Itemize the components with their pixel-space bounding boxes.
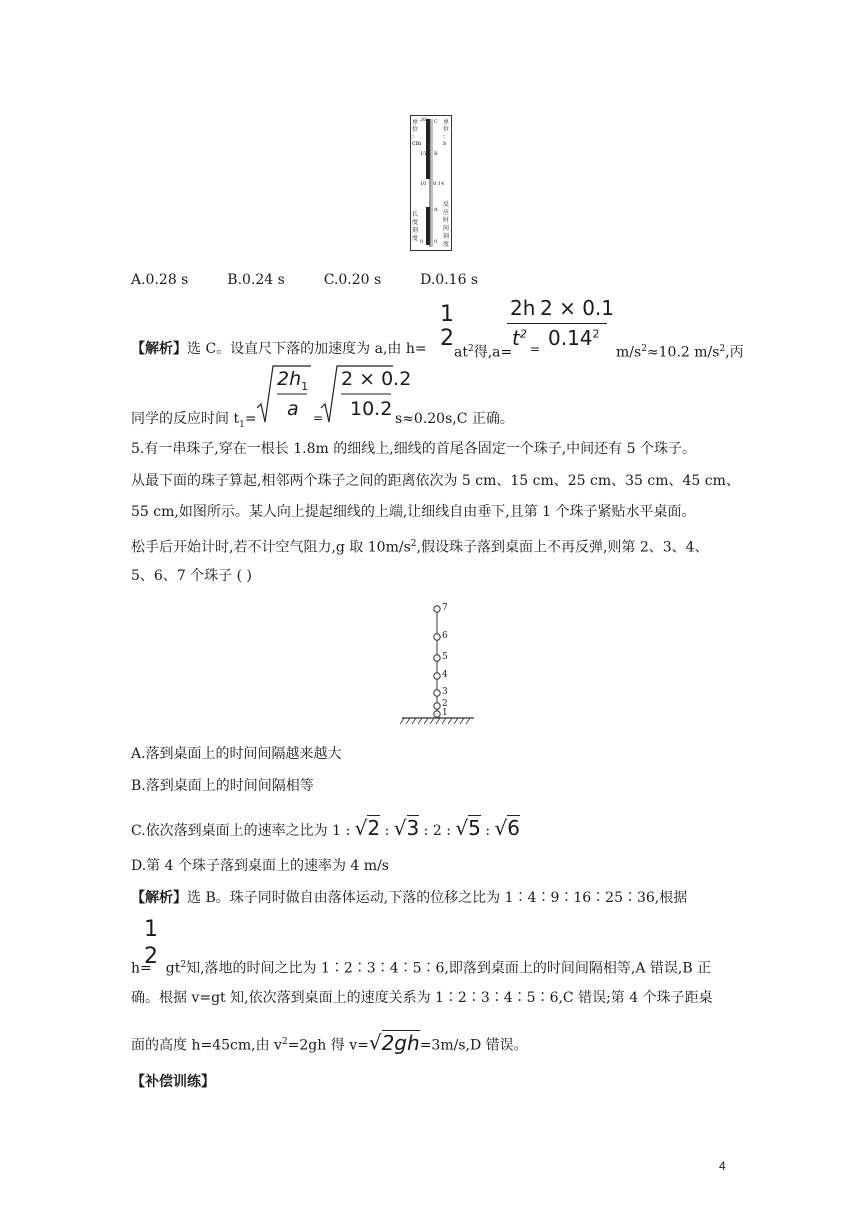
q5-option-b: B.落到桌面上的时间间隔相等 bbox=[131, 778, 314, 794]
ruler-mark-b: B bbox=[434, 151, 438, 157]
ruler-left-unit: 单 位 : cm bbox=[412, 119, 422, 147]
bead-label-4: 4 bbox=[442, 670, 448, 680]
analysis-lead-q5: 【解析】 bbox=[131, 890, 187, 906]
ruler-tick-10: 10 bbox=[420, 181, 427, 187]
ruler-tick-0: 0 bbox=[420, 239, 424, 245]
analysis-lead: 【解析】 bbox=[131, 341, 187, 357]
q4-options bbox=[131, 270, 478, 290]
q5-line4-a: 松手后开始计时,若不计空气阻力,g 取 10m/s bbox=[131, 539, 411, 556]
ruler-tick-20: 20 bbox=[420, 117, 427, 123]
ruler-left-caption: 长 度 刻 度 bbox=[412, 211, 419, 242]
q4-text-a: 选 C。设直尺下落的加速度为 a,由 h= bbox=[187, 341, 427, 357]
ruler-mark-0: 0 bbox=[434, 239, 438, 245]
ruler-mark-c: C bbox=[434, 119, 438, 125]
q5-option-d: D.第 4 个珠子落到桌面上的速率为 4 m/s bbox=[131, 858, 389, 874]
ruler-figure bbox=[410, 115, 452, 251]
q4-option-c: C.0.20 s bbox=[323, 272, 382, 288]
bead-figure bbox=[400, 600, 480, 730]
sqrt-6: √6 bbox=[494, 816, 520, 840]
bead-label-5: 5 bbox=[442, 652, 448, 662]
q4-analysis-line1b: $at^2$得,a= bbox=[454, 344, 513, 361]
q4-line2-a: 同学的反应时间 t bbox=[131, 411, 240, 427]
q4-half-num: 1 bbox=[440, 302, 454, 327]
q5-line2-b: gt bbox=[165, 960, 181, 977]
q4-option-b: B.0.24 s bbox=[227, 272, 285, 288]
ruler-right-caption: 反 应 时 间 刻 度 bbox=[443, 201, 450, 248]
bead-label-7: 7 bbox=[442, 603, 448, 613]
q4-option-a: A.0.28 s bbox=[131, 272, 189, 288]
q5-line1: 5.有一串珠子,穿在一根长 1.8m 的细线上,细线的首尾各固定一个珠子,中间还有 5 个珠子。 bbox=[131, 441, 696, 457]
q5-line4-b: =2gh 得 v= bbox=[287, 1037, 369, 1054]
q4-unit: m/s bbox=[616, 344, 642, 361]
q4-rad1-den: a bbox=[287, 398, 299, 420]
sqrt-2gh: √2gh bbox=[368, 1030, 420, 1055]
q5-line4: 松手后开始计时,若不计空气阻力,g 取 $10m/s^2$,假设珠子落到桌面上不再反弹,则第 2、3、4、 bbox=[131, 539, 709, 556]
bead-label-3: 3 bbox=[442, 687, 448, 697]
q5-half-den: 2 bbox=[144, 944, 158, 969]
q5-option-c-mid: : 2 : bbox=[419, 823, 456, 839]
q4-line2-d: s≈0.20s,C 正确。 bbox=[395, 411, 514, 427]
q5-option-c: C.依次落到桌面上的速率之比为 1 : √2 : √3 : 2 : √5 : √6 bbox=[131, 816, 520, 840]
q5-line4-a: 面的高度 h=45cm,由 v bbox=[131, 1037, 282, 1054]
q4-text-c: 得,a= bbox=[473, 344, 513, 361]
q4-analysis-line1 bbox=[131, 339, 427, 359]
sqrt-2: √2 bbox=[354, 816, 381, 840]
q4-text-b: at bbox=[454, 344, 468, 361]
q4-rad1-num: $2h_1$ bbox=[277, 368, 309, 393]
q4-rad2-num: 2 × 0.2 bbox=[341, 368, 412, 390]
bead-label-2: 2 bbox=[442, 699, 448, 709]
q5-line4-b: ,假设珠子落到桌面上不再反弹,则第 2、3、4、 bbox=[416, 539, 709, 556]
q5-analysis-line4: 面的高度 h=45cm,由 $v^2=2gh$ 得 v=√2gh=3m/s,D 错误。 bbox=[131, 1030, 528, 1055]
q4-result: ≈10.2 m/s bbox=[646, 344, 720, 361]
q4-line2-eq: = bbox=[313, 411, 324, 425]
q5-analysis-text1: 选 B。珠子同时做自由落体运动,下落的位移之比为 1∶4∶9∶16∶25∶36,根据 bbox=[187, 890, 688, 906]
ruler-right-unit: 单 位 : s bbox=[443, 119, 450, 147]
q5-half-num: 1 bbox=[144, 917, 158, 942]
bead-label-6: 6 bbox=[442, 631, 448, 641]
q5-option-a: A.落到桌面上的时间间隔越来越大 bbox=[131, 746, 342, 762]
q4-line2-b: = bbox=[244, 411, 257, 427]
q4-frac1-bar bbox=[507, 323, 541, 324]
ruler-mark-a: A bbox=[434, 207, 438, 213]
q5-analysis-line2: $h= gt^2$知,落地的时间之比为 1∶2∶3∶4∶5∶6,即落到桌面上的时间间隔相等,A 错误,B 正 bbox=[131, 960, 712, 977]
q5-line2: 从最下面的珠子算起,相邻两个珠子之间的距离依次为 5 cm、15 cm、25 cm、35 cm、45 cm、 bbox=[131, 473, 740, 489]
q5-analysis-line3: 确。根据 v=gt 知,依次落到桌面上的速度关系为 1∶2∶3∶4∶5∶6,C 错误;第 4 个珠子距桌 bbox=[131, 990, 713, 1006]
q5-line3: 55 cm,如图所示。某人向上提起细线的上端,让细线自由垂下,且第 1 个珠子紧贴水平桌面。 bbox=[131, 504, 696, 520]
q4-analysis-line1c: $m/s^2\approx 10.2$ $m/s^2$,丙 bbox=[616, 344, 744, 361]
q4-analysis-line2: 同学的反应时间 $t_1=$ bbox=[131, 411, 257, 430]
q4-tail: ,丙 bbox=[725, 344, 744, 361]
q4-frac1-den: $t^2$ bbox=[512, 326, 527, 350]
ruler-mark-014: 0.14 bbox=[433, 181, 445, 187]
q4-option-d: D.0.16 s bbox=[420, 272, 479, 288]
sqrt-5: √5 bbox=[455, 816, 481, 840]
bead-drawing bbox=[400, 600, 480, 730]
q5-line5: 5、6、7 个珠子 ( ) bbox=[131, 568, 252, 584]
q5-option-c-prefix: C.依次落到桌面上的速率之比为 1 : bbox=[131, 823, 355, 839]
page-number: 4 bbox=[719, 1159, 726, 1173]
q4-half-den: 2 bbox=[440, 326, 454, 351]
q5-line2-c: 知,落地的时间之比为 1∶2∶3∶4∶5∶6,即落到桌面上的时间间隔相等,A 错误,B 正 bbox=[186, 960, 712, 977]
q4-frac2-den: 0.14$^2$ bbox=[548, 326, 600, 350]
ruler-tick-15: 15 bbox=[420, 151, 427, 157]
q4-frac2-num: 2 × 0.1 bbox=[540, 296, 615, 320]
q5-line2-a: h= bbox=[131, 960, 152, 977]
compensation-heading: 【补偿训练】 bbox=[131, 1074, 215, 1090]
sqrt-3: √3 bbox=[393, 816, 420, 840]
q4-rad2-den: 10.2 bbox=[350, 398, 393, 420]
bead-label-1: 1 bbox=[442, 708, 448, 718]
q4-eq: = bbox=[530, 342, 541, 356]
q5-line4-c: =3m/s,D 错误。 bbox=[419, 1037, 528, 1054]
q5-analysis-line1 bbox=[131, 888, 687, 908]
q4-frac2-bar bbox=[537, 323, 607, 324]
q4-frac1-num: 2h bbox=[510, 296, 536, 320]
